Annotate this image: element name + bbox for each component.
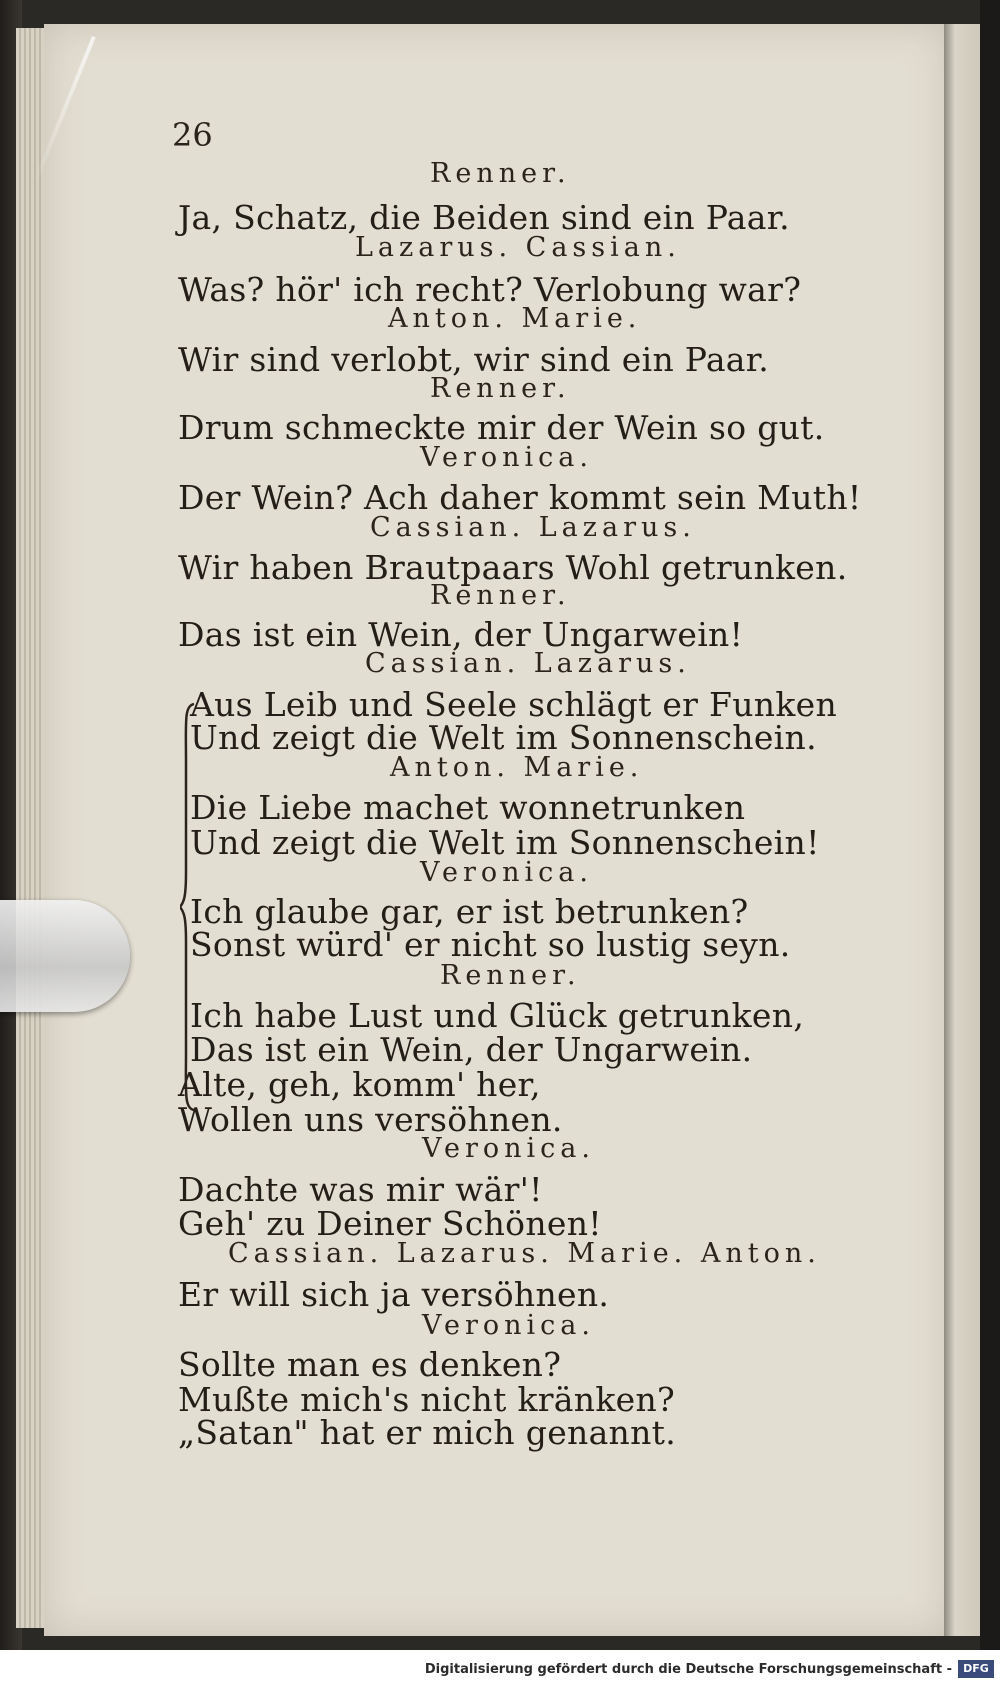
verse-line: Der Wein? Ach daher kommt sein Muth!	[178, 478, 862, 517]
speaker-name: Anton. Marie.	[388, 303, 642, 334]
speaker-name: Renner.	[430, 580, 571, 611]
speaker-name: Veronica.	[420, 857, 593, 888]
speaker-name: Cassian. Lazarus.	[365, 648, 691, 679]
verse-line: Das ist ein Wein, der Ungarwein!	[178, 615, 744, 654]
speaker-name: Lazarus. Cassian.	[355, 232, 681, 263]
next-page-edge	[944, 24, 980, 1636]
transparent-page-clip	[0, 900, 130, 1012]
verse-line: Wollen uns versöhnen.	[178, 1100, 563, 1139]
verse-line: Ich glaube gar, er ist betrunken?	[190, 892, 749, 931]
verse-line: Das ist ein Wein, der Ungarwein.	[190, 1030, 753, 1069]
verse-line: Er will sich ja versöhnen.	[178, 1275, 610, 1314]
speaker-name: Veronica.	[420, 442, 593, 473]
verse-line: „Satan" hat er mich genannt.	[178, 1413, 677, 1452]
verse-line: Wir haben Brautpaars Wohl getrunken.	[178, 548, 848, 587]
verse-line: Ich habe Lust und Glück getrunken,	[190, 996, 805, 1035]
verse-line: Sollte man es denken?	[178, 1345, 562, 1384]
verse-line: Geh' zu Deiner Schönen!	[178, 1204, 602, 1243]
speaker-name: Anton. Marie.	[390, 752, 644, 783]
curly-brace	[180, 702, 196, 1112]
speaker-name: Renner.	[440, 960, 581, 991]
speaker-name: Cassian. Lazarus.	[370, 512, 696, 543]
verse-line: Die Liebe machet wonnetrunken	[190, 788, 746, 827]
verse-line: Wir sind verlobt, wir sind ein Paar.	[178, 340, 770, 379]
footer	[0, 1650, 1000, 1690]
speaker-name: Renner.	[430, 158, 571, 189]
verse-line: Und zeigt die Welt im Sonnenschein.	[190, 718, 817, 757]
page-number: 26	[172, 116, 213, 154]
verse-line: Dachte was mir wär'!	[178, 1170, 543, 1209]
verse-line: Aus Leib und Seele schlägt er Funken	[190, 685, 838, 724]
speaker-name: Veronica.	[422, 1133, 595, 1164]
speaker-name: Cassian. Lazarus. Marie. Anton.	[228, 1238, 821, 1269]
verse-line: Was? hör' ich recht? Verlobung war?	[178, 270, 802, 309]
verse-line: Mußte mich's nicht kränken?	[178, 1380, 676, 1419]
verse-line: Sonst würd' er nicht so lustig seyn.	[190, 925, 791, 964]
dfg-logo: DFG	[958, 1660, 994, 1678]
book-cover-edge	[980, 0, 1000, 1650]
verse-line: Alte, geh, komm' her,	[178, 1065, 541, 1104]
verse-line: Drum schmeckte mir der Wein so gut.	[178, 408, 825, 447]
verse-line: Ja, Schatz, die Beiden sind ein Paar.	[178, 198, 790, 237]
speaker-name: Veronica.	[422, 1310, 595, 1341]
footer-credit: Digitalisierung gefördert durch die Deutsche Forschungsgemeinschaft -	[424, 1662, 952, 1677]
speaker-name: Renner.	[430, 373, 571, 404]
verse-line: Und zeigt die Welt im Sonnenschein!	[190, 823, 820, 862]
